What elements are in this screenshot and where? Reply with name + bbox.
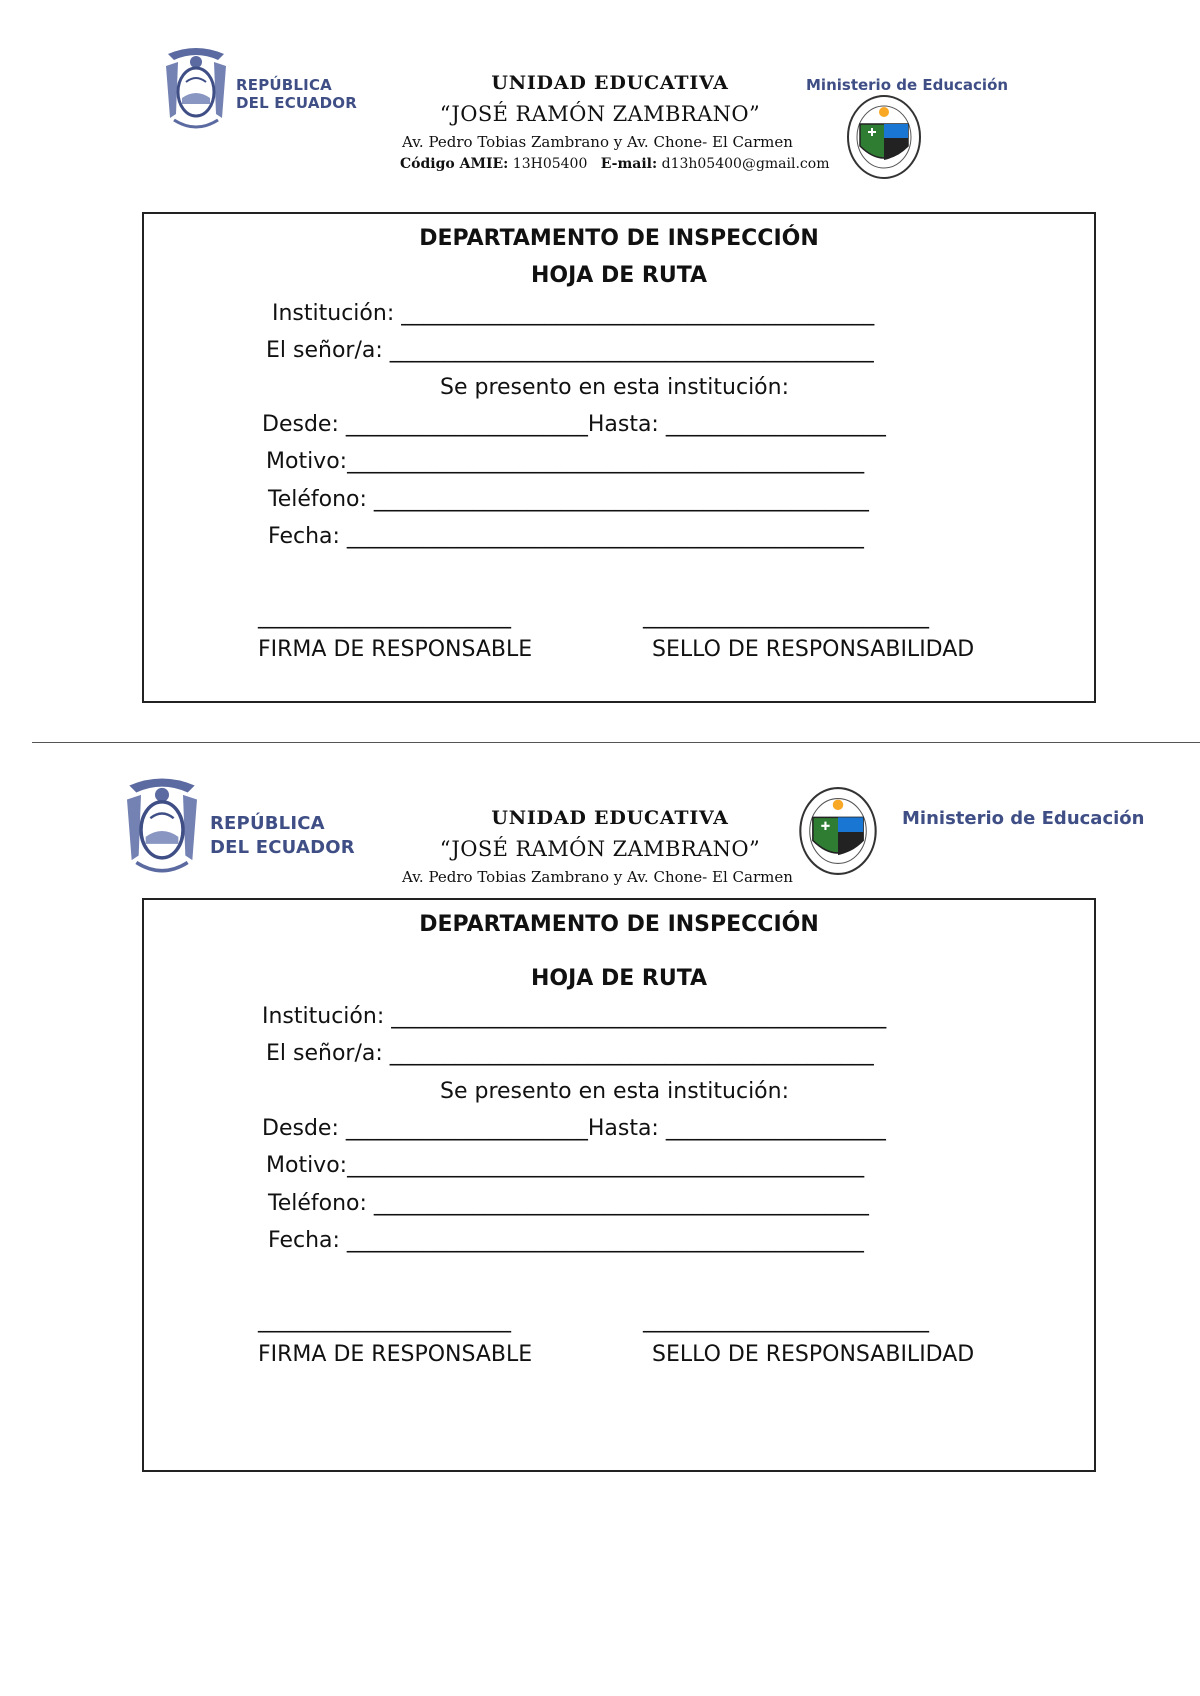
stamp-line[interactable]: __________________________ xyxy=(643,604,929,629)
email-value: d13h05400@gmail.com xyxy=(661,156,830,172)
school-emblem-icon xyxy=(846,94,922,180)
department-title: DEPARTAMENTO DE INSPECCIÓN xyxy=(419,912,819,937)
school-address: Av. Pedro Tobias Zambrano y Av. Chone- El Carmen xyxy=(402,133,793,151)
presento-label: Se presento en esta institución: xyxy=(440,375,789,400)
stamp-label: SELLO DE RESPONSABILIDAD xyxy=(652,637,975,662)
form-title: HOJA DE RUTA xyxy=(530,966,708,991)
signature-label: FIRMA DE RESPONSABLE xyxy=(258,637,533,662)
signature-line[interactable]: _______________________ xyxy=(258,604,511,629)
presento-label: Se presento en esta institución: xyxy=(440,1079,789,1104)
stamp-line[interactable]: __________________________ xyxy=(643,1308,929,1333)
school-name: “JOSÉ RAMÓN ZAMBRANO” xyxy=(439,102,761,126)
form-title: HOJA DE RUTA xyxy=(530,263,708,288)
school-contact xyxy=(400,156,829,172)
cut-divider xyxy=(32,742,1200,743)
signature-label: FIRMA DE RESPONSABLE xyxy=(258,1342,533,1367)
school-address: Av. Pedro Tobias Zambrano y Av. Chone- El Carmen xyxy=(402,868,793,886)
senor-field[interactable]: El señor/a: ____________________________________________ xyxy=(266,1041,874,1066)
desde-hasta-field[interactable]: Desde: ______________________Hasta: ____________________ xyxy=(262,412,886,437)
school-type: UNIDAD EDUCATIVA xyxy=(491,807,729,829)
school-emblem-icon xyxy=(798,786,878,876)
republica-line2: DEL ECUADOR xyxy=(210,837,355,858)
stamp-label: SELLO DE RESPONSABILIDAD xyxy=(652,1342,975,1367)
republica-line1: REPÚBLICA xyxy=(236,76,332,94)
email-label: E-mail: xyxy=(600,156,658,172)
amie-value: 13H05400 xyxy=(512,156,588,172)
telefono-field[interactable]: Teléfono: _____________________________________________ xyxy=(268,487,869,512)
motivo-field[interactable]: Motivo:_______________________________________________ xyxy=(266,1153,865,1178)
senor-field[interactable]: El señor/a: ____________________________________________ xyxy=(266,338,874,363)
institucion-field[interactable]: Institución: ___________________________________________ xyxy=(272,301,875,326)
republica-line1: REPÚBLICA xyxy=(210,813,325,834)
amie-label: Código AMIE: xyxy=(400,156,509,172)
fecha-field[interactable]: Fecha: _______________________________________________ xyxy=(268,1228,864,1253)
institucion-field[interactable]: Institución: _____________________________________________ xyxy=(262,1004,887,1029)
school-name: “JOSÉ RAMÓN ZAMBRANO” xyxy=(439,837,761,861)
ministerio-logo-text: Ministerio de Educación xyxy=(902,808,1145,829)
ministerio-logo-text: Ministerio de Educación xyxy=(806,76,1009,94)
telefono-field[interactable]: Teléfono: _____________________________________________ xyxy=(268,1191,869,1216)
desde-hasta-field[interactable]: Desde: ______________________Hasta: ____________________ xyxy=(262,1116,886,1141)
department-title: DEPARTAMENTO DE INSPECCIÓN xyxy=(419,226,819,251)
fecha-field[interactable]: Fecha: _______________________________________________ xyxy=(268,524,864,549)
signature-line[interactable]: _______________________ xyxy=(258,1308,511,1333)
school-type: UNIDAD EDUCATIVA xyxy=(491,72,729,94)
republica-line2: DEL ECUADOR xyxy=(236,94,358,112)
motivo-field[interactable]: Motivo:_______________________________________________ xyxy=(266,449,865,474)
